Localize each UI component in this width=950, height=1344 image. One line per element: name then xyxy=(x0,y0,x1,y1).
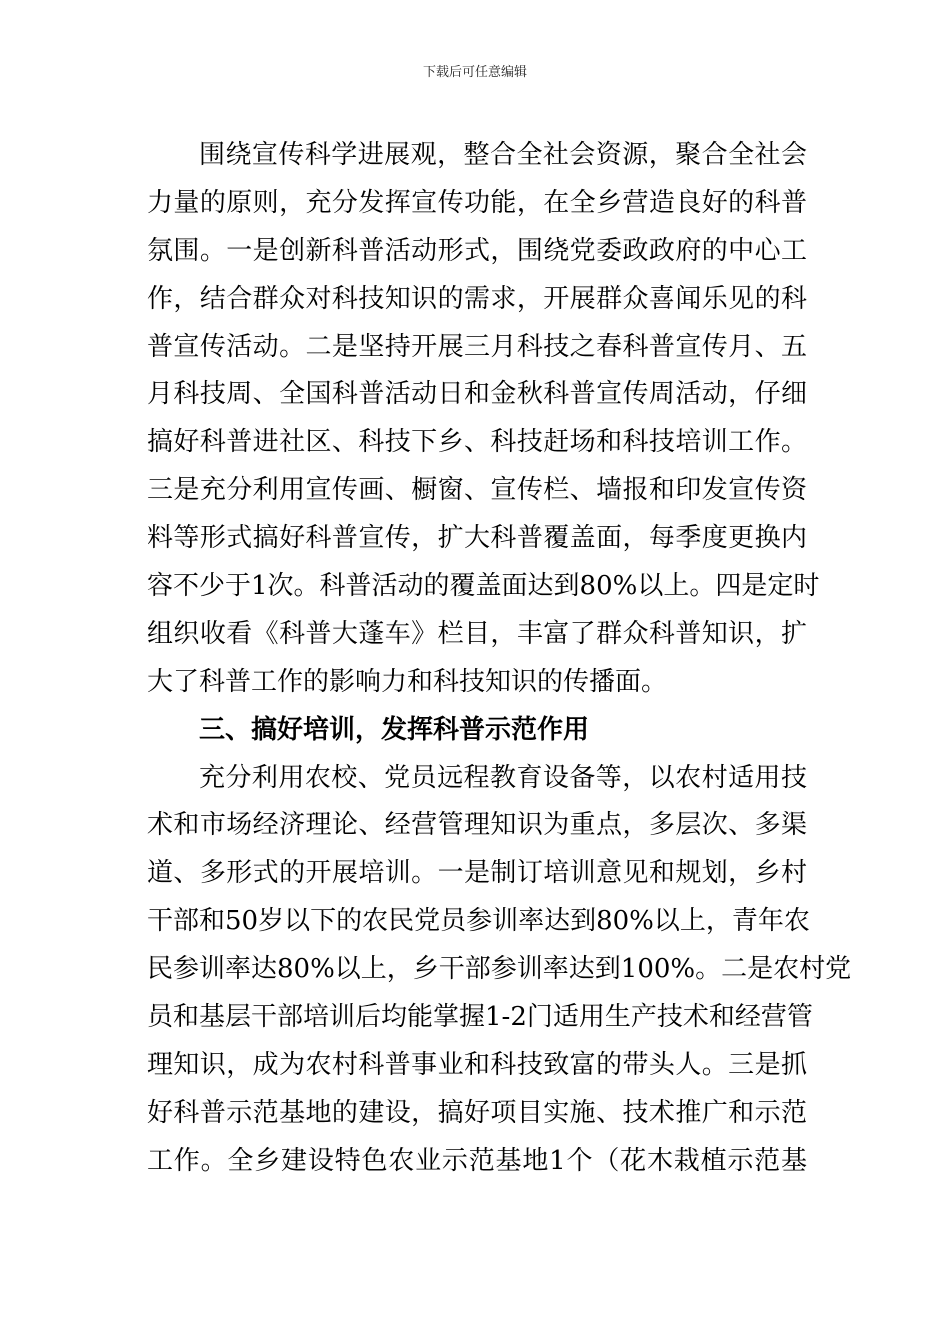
paragraph-line: 术和市场经济理论、经营管理知识为重点，多层次、多渠 xyxy=(147,810,807,841)
paragraph-line: 员和基层干部培训后均能掌握1-2门适用生产技术和经营管 xyxy=(147,1002,813,1033)
document-body xyxy=(147,132,852,1186)
paragraph-line: 围绕宣传科学进展观，整合全社会资源，聚合全社会 xyxy=(199,140,807,170)
paragraph-line: 理知识，成为农村科普事业和科技致富的带头人。三是抓 xyxy=(147,1049,807,1080)
paragraph-line: 大了科普工作的影响力和科技知识的传播面。 xyxy=(147,666,668,697)
page-header-note: 下载后可任意编辑 xyxy=(422,65,527,80)
paragraph-line: 干部和50岁以下的农民党员参训率达到80%以上，青年农 xyxy=(147,906,810,937)
paragraph-line: 组织收看《科普大蓬车》栏目，丰富了群众科普知识，扩 xyxy=(147,618,807,649)
paragraph-line: 三是充分利用宣传画、橱窗、宣传栏、墙报和印发宣传资 xyxy=(147,475,807,506)
paragraph-line: 月科技周、全国科普活动日和金秋科普宣传周活动，仔细 xyxy=(147,379,807,410)
paragraph-line: 工作。全乡建设特色农业示范基地1个（花木栽植示范基 xyxy=(147,1145,807,1176)
paragraph-line: 普宣传活动。二是坚持开展三月科技之春科普宣传月、五 xyxy=(147,331,807,362)
paragraph-line: 力量的原则，充分发挥宣传功能，在全乡营造良好的科普 xyxy=(147,187,807,218)
section-heading: 三、搞好培训，发挥科普示范作用 xyxy=(199,714,590,745)
paragraph-line: 好科普示范基地的建设，搞好项目实施、技术推广和示范 xyxy=(147,1097,807,1128)
paragraph-line: 料等形式搞好科普宣传，扩大科普覆盖面，每季度更换内 xyxy=(147,523,807,554)
paragraph-line: 充分利用农校、党员远程教育设备等，以农村适用技 xyxy=(199,762,807,793)
paragraph-line: 作，结合群众对科技知识的需求，开展群众喜闻乐见的科 xyxy=(147,283,807,314)
paragraph-line: 搞好科普进社区、科技下乡、科技赶场和科技培训工作。 xyxy=(147,427,807,458)
paragraph-line: 氛围。一是创新科普活动形式，围绕党委政政府的中心工 xyxy=(147,235,807,266)
paragraph-line: 道、多形式的开展培训。一是制订培训意见和规划，乡村 xyxy=(147,858,807,889)
paragraph-line: 民参训率达80%以上，乡干部参训率达到100%。二是农村党 xyxy=(147,954,852,985)
paragraph-line: 容不少于1次。科普活动的覆盖面达到80%以上。四是定时 xyxy=(147,571,820,602)
